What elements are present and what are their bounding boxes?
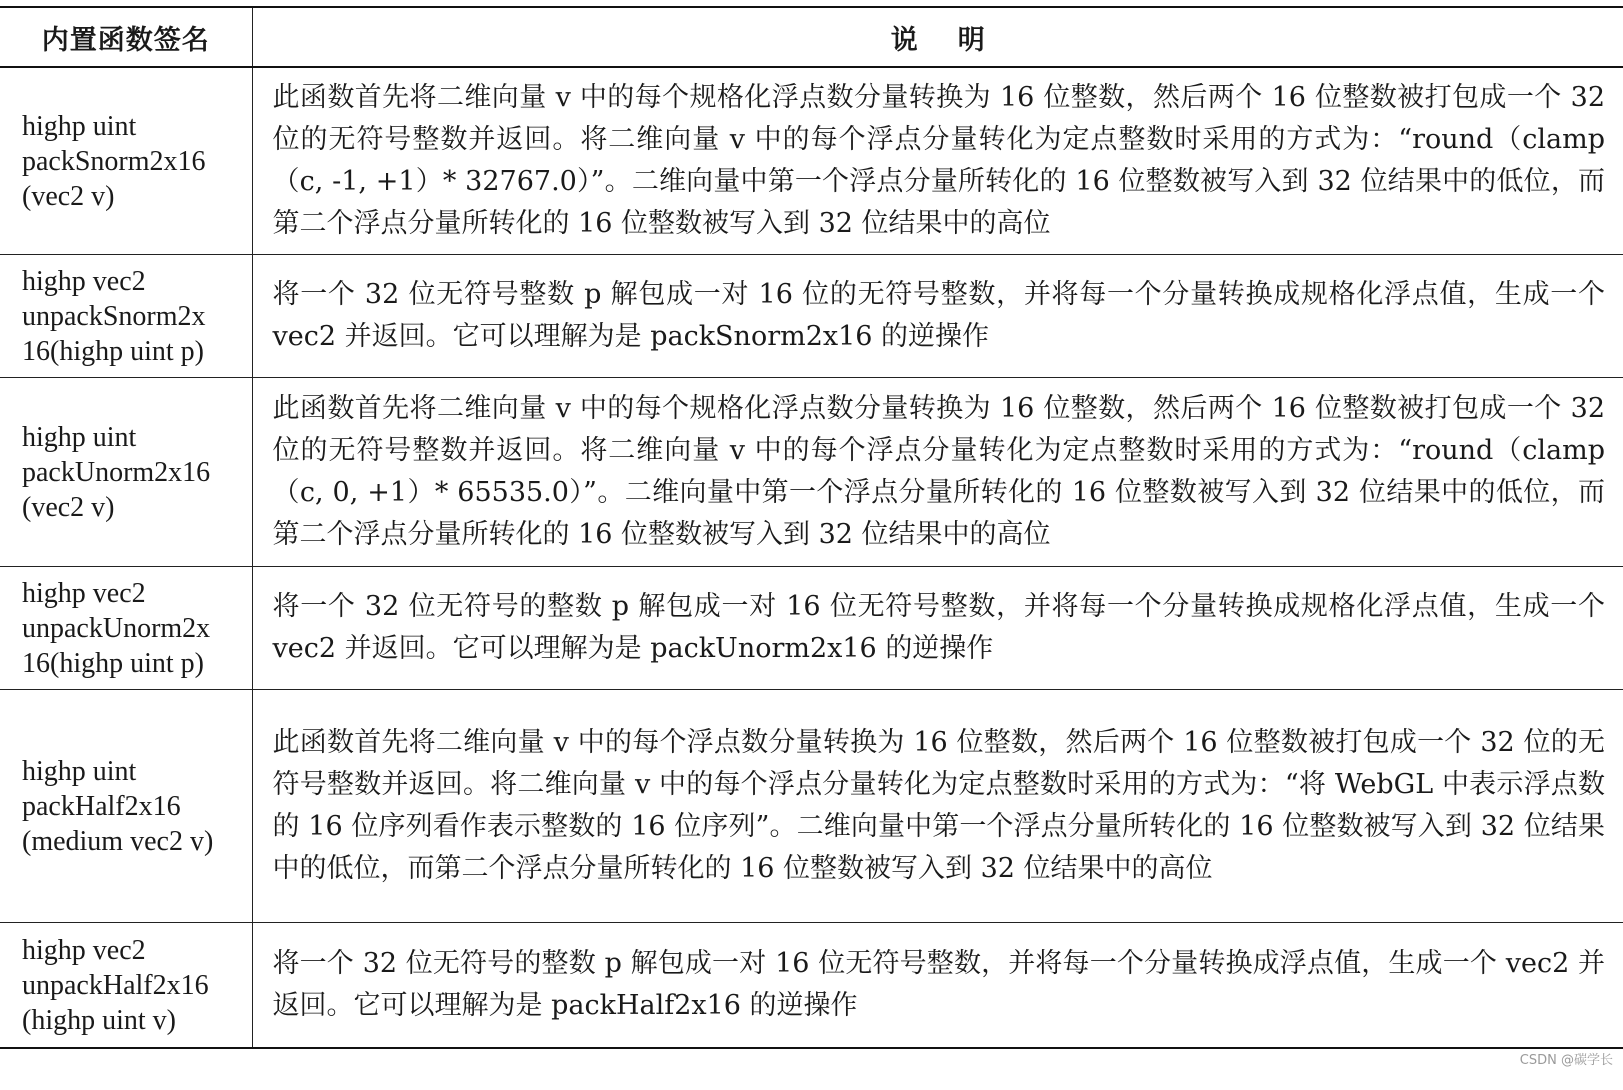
- watermark: CSDN @碳学长: [1519, 1053, 1613, 1068]
- description-cell: 将一个 32 位无符号整数 p 解包成一对 16 位的无符号整数，并将每一个分量转换成规格化浮点值，生成一个 vec2 并返回。它可以理解为是 packSnorm2x16 的逆操作: [252, 255, 1623, 378]
- table-row: [0, 690, 1623, 923]
- signature-cell: [0, 923, 252, 1049]
- signature-line: unpackSnorm2x: [22, 300, 206, 332]
- signature-line: 16(highp uint p): [22, 647, 204, 679]
- signature-cell: [0, 567, 252, 690]
- description-cell: 将一个 32 位无符号的整数 p 解包成一对 16 位无符号整数，并将每一个分量转换成规格化浮点值，生成一个 vec2 并返回。它可以理解为是 packUnorm2x16 的逆操作: [252, 567, 1623, 690]
- signature-line: packUnorm2x16: [22, 456, 211, 488]
- description-cell: 将一个 32 位无符号的整数 p 解包成一对 16 位无符号整数，并将每一个分量转换成浮点值，生成一个 vec2 并返回。它可以理解为是 packHalf2x16 的逆操作: [252, 923, 1623, 1049]
- signature-line: unpackHalf2x16: [22, 969, 209, 1001]
- table-row: [0, 923, 1623, 1049]
- signature-line: highp uint: [22, 110, 137, 142]
- signature-cell: [0, 378, 252, 567]
- table-row: [0, 567, 1623, 690]
- signature-cell: [0, 255, 252, 378]
- table-row: [0, 255, 1623, 378]
- signature-line: highp uint: [22, 421, 137, 453]
- table-row: [0, 378, 1623, 567]
- signature-line: unpackUnorm2x: [22, 612, 211, 644]
- table-row: [0, 67, 1623, 255]
- function-table: [0, 6, 1623, 1049]
- signature-line: (medium vec2 v): [22, 825, 214, 857]
- signature-line: packHalf2x16: [22, 790, 181, 822]
- description-cell: 此函数首先将二维向量 v 中的每个规格化浮点数分量转换为 16 位整数，然后两个 16 位整数被打包成一个 32 位的无符号整数并返回。将二维向量 v 中的每个浮点分量转化为定点整数时采用的方式为：“round（clamp（c, -1, +1）* 32767.0）”。二维向量中第一个浮点分量所转化的 16 位整数被写入到 32 位结果中的低位，而第二个浮点分量所转化的 16 位整数被写入到 32 位结果中的高位: [252, 67, 1623, 255]
- signature-line: highp vec2: [22, 934, 146, 966]
- signature-cell: [0, 690, 252, 923]
- header-description: 说明: [252, 7, 1623, 67]
- signature-line: 16(highp uint p): [22, 335, 204, 367]
- signature-line: (vec2 v): [22, 180, 115, 212]
- signature-line: (vec2 v): [22, 491, 115, 523]
- signature-line: highp vec2: [22, 577, 146, 609]
- table-header-row: [0, 7, 1623, 67]
- description-cell: 此函数首先将二维向量 v 中的每个规格化浮点数分量转换为 16 位整数，然后两个 16 位整数被打包成一个 32 位的无符号整数并返回。将二维向量 v 中的每个浮点分量转化为定点整数时采用的方式为：“round（clamp（c, 0, +1）* 65535.0）”。二维向量中第一个浮点分量所转化的 16 位整数被写入到 32 位结果中的低位，而第二个浮点分量所转化的 16 位整数被写入到 32 位结果中的高位: [252, 378, 1623, 567]
- signature-cell: [0, 67, 252, 255]
- signature-line: (highp uint v): [22, 1004, 176, 1036]
- description-cell: 此函数首先将二维向量 v 中的每个浮点数分量转换为 16 位整数，然后两个 16 位整数被打包成一个 32 位的无符号整数并返回。将二维向量 v 中的每个浮点分量转化为定点整数时采用的方式为：“将 WebGL 中表示浮点数的 16 位序列看作表示整数的 16 位序列”。二维向量中第一个浮点分量所转化的 16 位整数被写入到 32 位结果中的低位，而第二个浮点分量所转化的 16 位整数被写入到 32 位结果中的高位: [252, 690, 1623, 923]
- signature-line: highp uint: [22, 755, 137, 787]
- header-signature: 内置函数签名: [0, 7, 252, 67]
- signature-line: highp vec2: [22, 265, 146, 297]
- signature-line: packSnorm2x16: [22, 145, 206, 177]
